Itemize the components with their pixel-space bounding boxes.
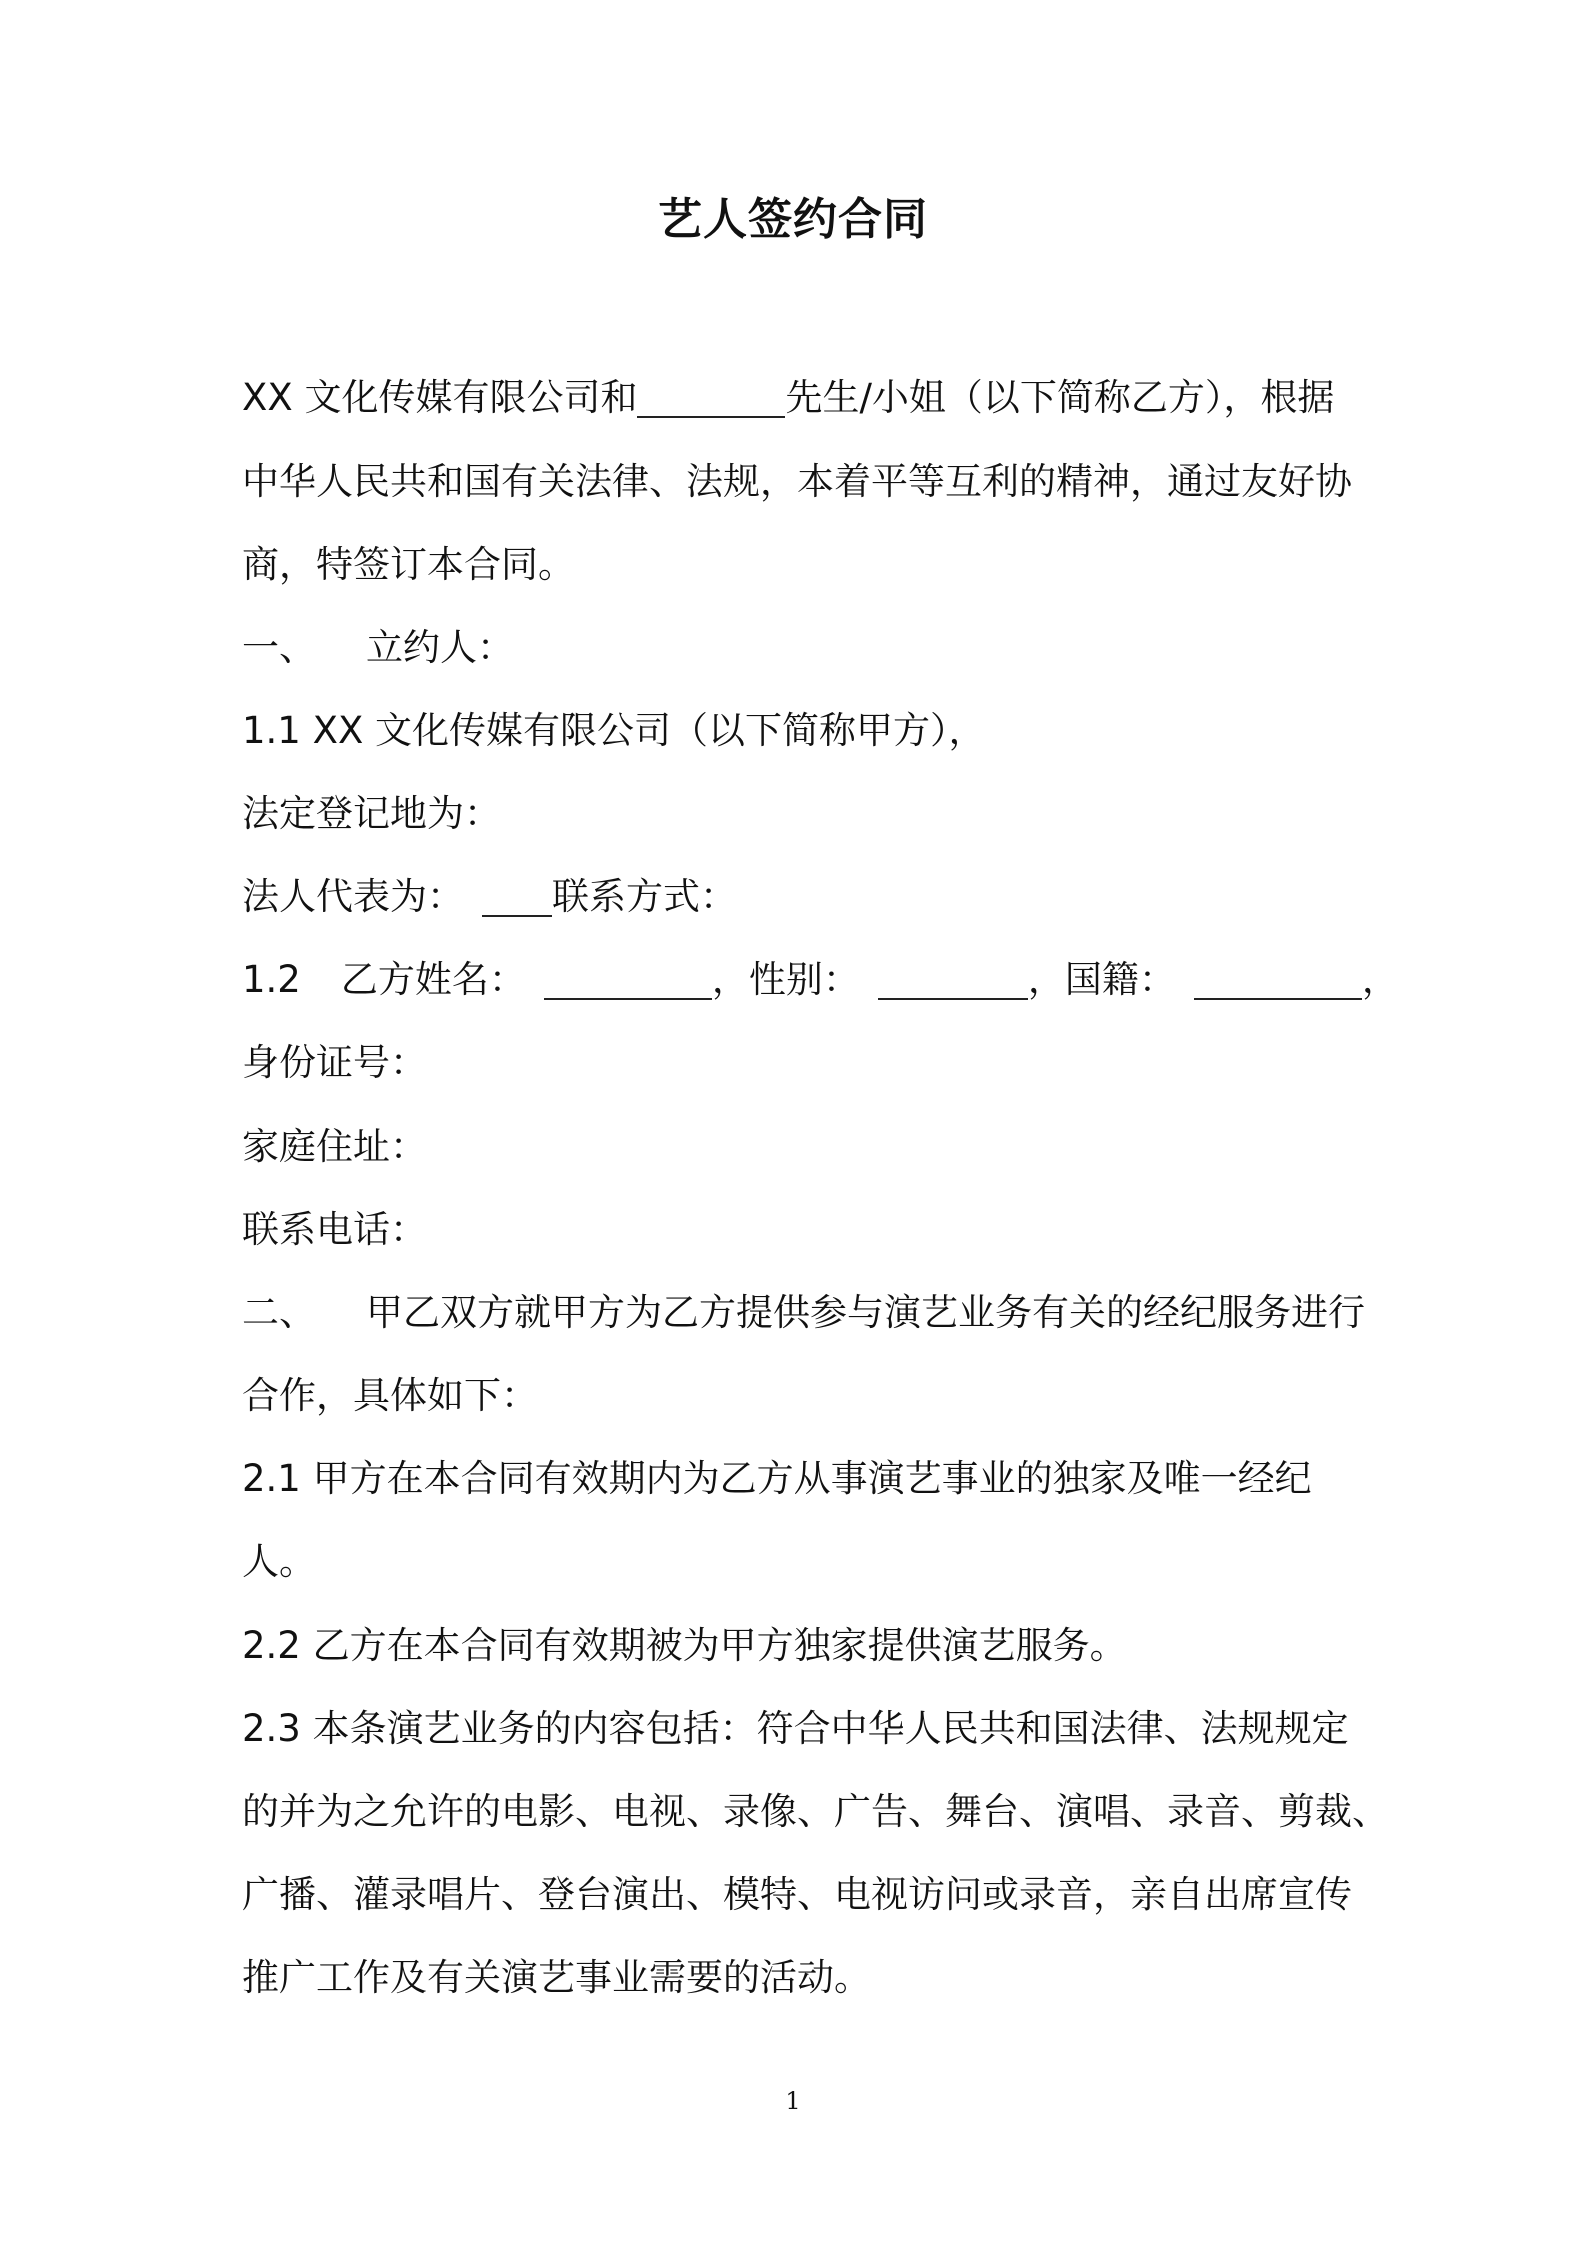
clause-2-2: 2.2 乙方在本合同有效期被为甲方独家提供演艺服务。 <box>242 1624 1127 1667</box>
section-2-number: 二、 <box>242 1291 316 1334</box>
document-title: 艺人签约合同 <box>658 194 928 245</box>
clause-2-3-line-2: 的并为之允许的电影、电视、录像、广告、舞台、演唱、录音、剪裁、 <box>242 1790 1389 1833</box>
contact-label: 联系方式： <box>552 875 737 918</box>
section-1-number: 一、 <box>242 626 316 669</box>
clause-1-2-number: 1.2 <box>242 958 301 1001</box>
section-2-heading-cont: 合作，具体如下： <box>242 1374 538 1417</box>
legal-representative-label: 法人代表为： <box>242 875 464 918</box>
clause-2-1-line-2: 人。 <box>242 1540 316 1583</box>
id-number-label: 身份证号： <box>242 1041 427 1084</box>
phone-label: 联系电话： <box>242 1208 427 1251</box>
nationality-blank <box>1194 958 1362 1000</box>
intro-line-2: 中华人民共和国有关法律、法规，本着平等互利的精神，通过友好协 <box>242 460 1352 503</box>
intro-party-b: 先生/小姐（以下简称乙方），根据 <box>785 376 1335 419</box>
section-2-heading <box>242 1288 1365 1338</box>
section-1-title: 立约人： <box>366 626 514 669</box>
party-b-name-field-blank <box>544 958 712 1000</box>
intro-line-3: 商，特签订本合同。 <box>242 543 575 586</box>
intro-party-a: XX 文化传媒有限公司和 <box>242 376 638 419</box>
home-address-label: 家庭住址： <box>242 1125 427 1168</box>
intro-line-1 <box>242 373 1334 423</box>
gender-blank <box>878 958 1028 1000</box>
party-b-name-blank <box>637 376 785 418</box>
clause-1-2 <box>242 955 1399 1005</box>
legal-representative-blank <box>482 875 552 917</box>
section-2-title: 甲乙双方就甲方为乙方提供参与演艺业务有关的经纪服务进行 <box>366 1291 1365 1334</box>
registered-address-label: 法定登记地为： <box>242 792 501 835</box>
section-1-heading <box>242 623 514 673</box>
clause-2-3-line-4: 推广工作及有关演艺事业需要的活动。 <box>242 1956 871 1999</box>
gender-label: ，性别： <box>711 958 860 1001</box>
clause-2-3-line-1: 2.3 本条演艺业务的内容包括：符合中华人民共和国法律、法规规定 <box>242 1707 1349 1750</box>
clause-2-3-line-3: 广播、灌录唱片、登台演出、模特、电视访问或录音，亲自出席宣传 <box>242 1873 1352 1916</box>
clause-2-1-line-1: 2.1 甲方在本合同有效期内为乙方从事演艺事业的独家及唯一经纪 <box>242 1457 1312 1500</box>
party-b-name-label: 乙方姓名： <box>340 958 526 1001</box>
page-number: 1 <box>785 2087 801 2115</box>
clause-1-1: 1.1 XX 文化传媒有限公司（以下简称甲方）， <box>242 709 986 752</box>
legal-representative-line <box>242 872 737 922</box>
clause-1-2-end: ， <box>1361 958 1399 1001</box>
nationality-label: ，国籍： <box>1027 958 1176 1001</box>
